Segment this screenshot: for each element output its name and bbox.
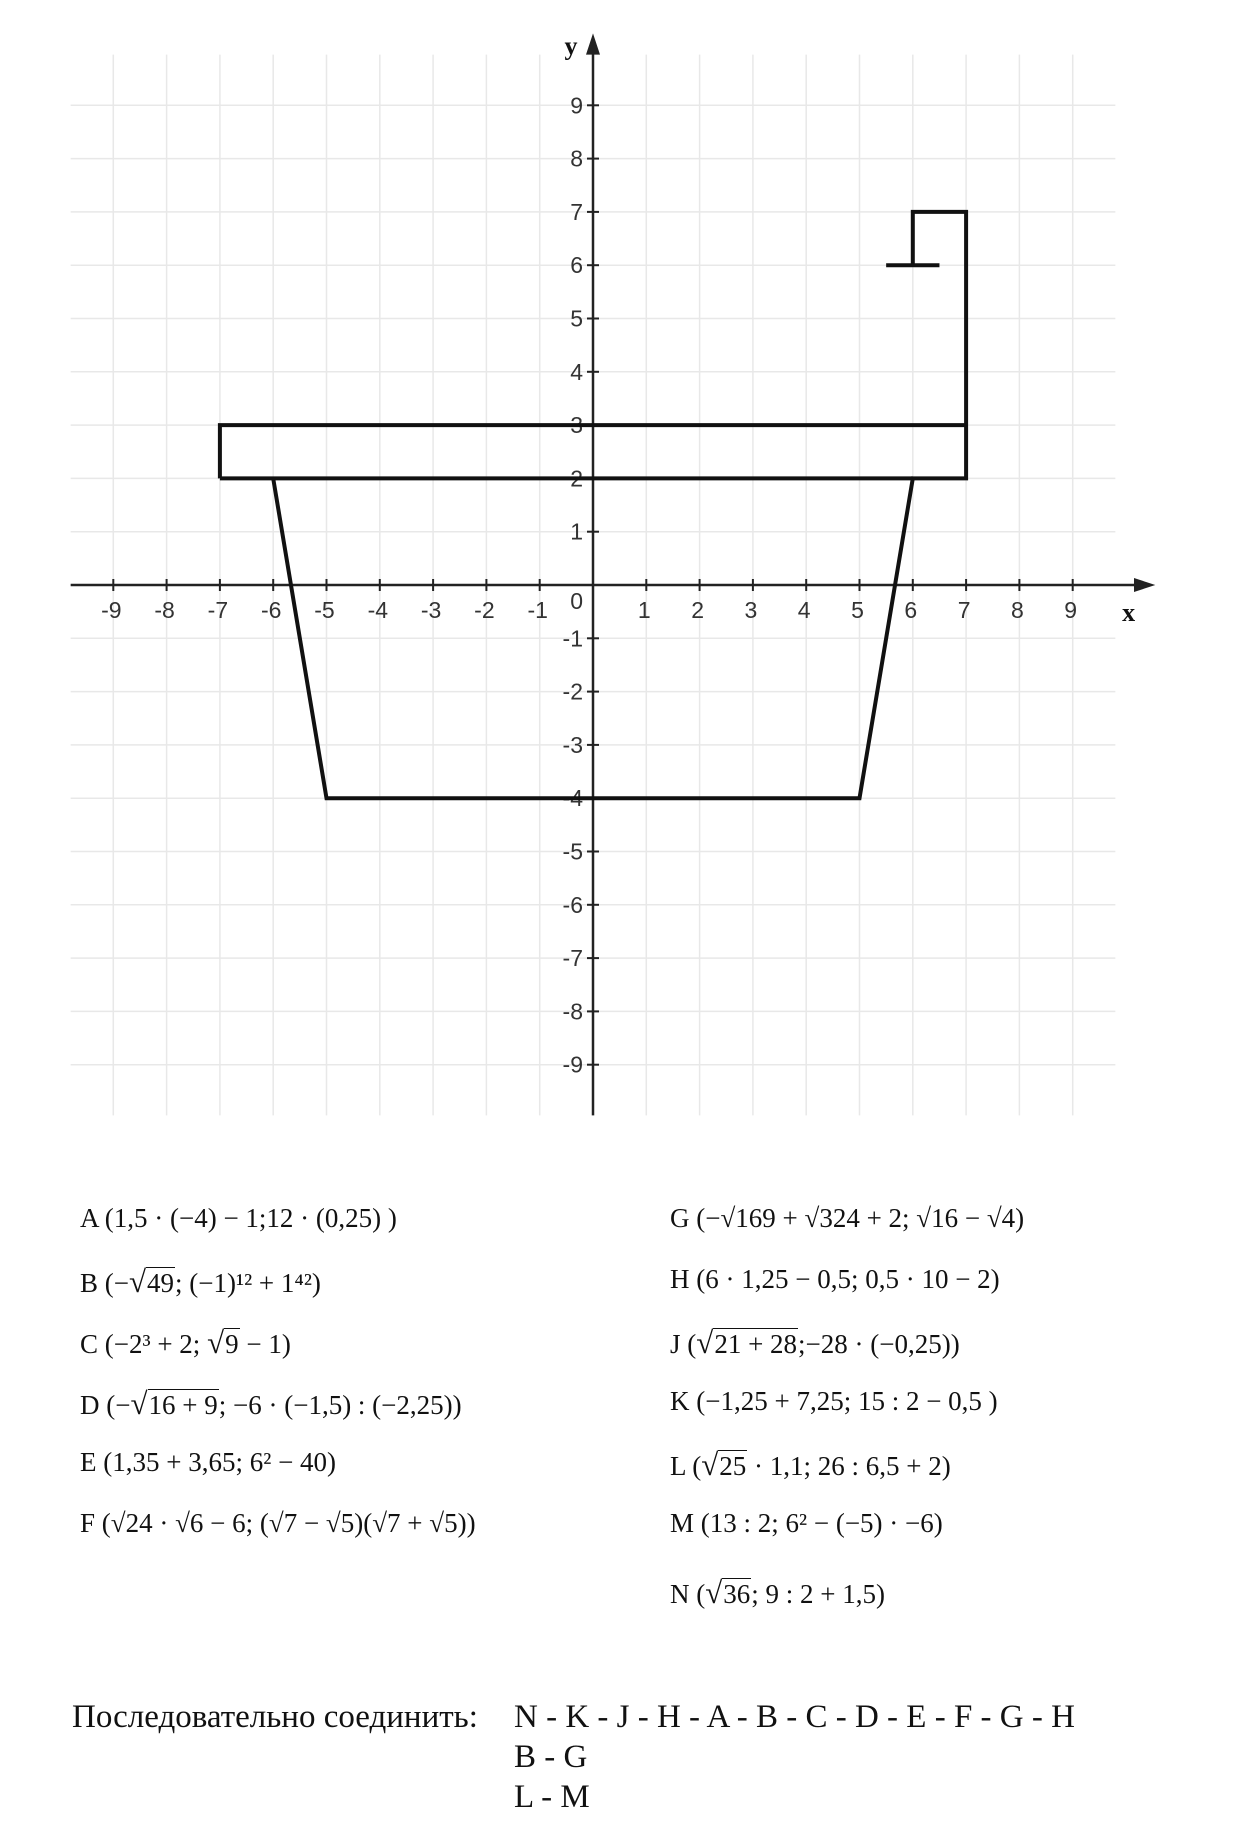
y-tick-label: -9	[562, 1051, 583, 1078]
x-tick-label: -9	[101, 597, 122, 623]
sqrt-symbol: √25	[701, 1447, 747, 1482]
y-tick-label: 6	[570, 252, 583, 279]
x-tick-label: -1	[527, 597, 548, 623]
x-axis-label: x	[1122, 598, 1136, 627]
x-tick-label: 1	[637, 597, 651, 623]
figure-main-outline	[273, 212, 966, 798]
sqrt-symbol: √49	[128, 1264, 175, 1299]
point-e: E (1,35 + 3,65; 6² − 40)	[80, 1447, 337, 1477]
y-axis-label: y	[564, 31, 578, 61]
axes	[71, 33, 1156, 1115]
point-j: J (√21 + 28;−28 · (−0,25))	[670, 1325, 960, 1360]
point-a: A (1,5 · (−4) − 1;12 · (0,25) )	[80, 1203, 397, 1233]
x-tick-label: 3	[744, 597, 758, 623]
point-l: L (√25 · 1,1; 26 : 6,5 + 2)	[670, 1447, 951, 1482]
point-g: G (−√169 + √324 + 2; √16 − √4)	[670, 1203, 1025, 1233]
x-tick-label: 2	[691, 597, 704, 623]
connect-line-1: N - K - J - H - A - B - C - D - E - F - G - H	[514, 1699, 1075, 1735]
x-tick-label: -7	[207, 597, 229, 623]
sqrt-symbol: √21 + 28	[696, 1325, 798, 1360]
y-tick-label: 5	[570, 305, 583, 332]
y-tick-label: -4	[562, 785, 583, 812]
y-tick-label: -7	[562, 945, 583, 972]
y-tick-label: 8	[570, 145, 583, 172]
x-tick-label: -6	[260, 597, 282, 623]
point-b: B (−√49; (−1)¹² + 1⁴²)	[80, 1264, 321, 1299]
point-c: C (−2³ + 2; √9 − 1)	[80, 1325, 291, 1360]
point-m: M (13 : 2; 6² − (−5) · −6)	[670, 1508, 943, 1538]
y-tick-label: -8	[562, 998, 583, 1025]
sqrt-symbol: √16 + 9	[130, 1386, 218, 1421]
x-tick-label: 5	[851, 597, 864, 623]
sqrt-symbol: √36	[705, 1575, 751, 1610]
y-tick-label: 7	[570, 198, 583, 225]
y-tick-label: 2	[570, 465, 583, 492]
point-h: H (6 · 1,25 − 0,5; 0,5 · 10 − 2)	[670, 1264, 1000, 1294]
connect-sequences	[514, 1697, 1075, 1817]
y-axis-arrow	[586, 33, 600, 54]
connect-line-3: L - M	[514, 1779, 590, 1815]
x-tick-label: 9	[1064, 597, 1078, 623]
point-f: F (√24 · √6 − 6; (√7 − √5)(√7 + √5))	[80, 1508, 476, 1538]
x-tick-label: 7	[957, 597, 971, 623]
x-tick-label: 8	[1011, 597, 1024, 623]
y-tick-label: 1	[570, 518, 583, 545]
tick-labels	[101, 32, 1135, 1078]
y-tick-label: 9	[570, 92, 583, 119]
x-tick-label: 6	[904, 597, 918, 623]
y-tick-label: -2	[562, 678, 583, 705]
x-tick-label: -3	[420, 597, 442, 623]
origin-label: 0	[570, 588, 583, 614]
y-tick-label: -5	[562, 838, 583, 865]
point-n: N (√36; 9 : 2 + 1,5)	[670, 1575, 886, 1610]
point-d: D (−√16 + 9; −6 · (−1,5) : (−2,25))	[80, 1386, 462, 1421]
y-tick-label: -3	[562, 731, 583, 758]
x-tick-label: 4	[797, 597, 811, 623]
x-tick-label: -2	[474, 597, 495, 623]
y-tick-label: -1	[562, 625, 583, 652]
x-axis-arrow	[1134, 578, 1155, 592]
x-tick-label: -8	[154, 597, 175, 623]
y-tick-label: -6	[562, 891, 583, 918]
x-tick-label: -4	[367, 597, 389, 623]
x-tick-label: -5	[314, 597, 335, 623]
y-tick-label: 3	[570, 412, 583, 439]
sqrt-symbol: √9	[207, 1325, 239, 1360]
point-k: K (−1,25 + 7,25; 15 : 2 − 0,5 )	[670, 1386, 998, 1416]
connect-label: Последовательно соединить:	[72, 1699, 478, 1735]
connect-line-2: B - G	[514, 1739, 588, 1775]
y-tick-label: 4	[570, 358, 583, 385]
